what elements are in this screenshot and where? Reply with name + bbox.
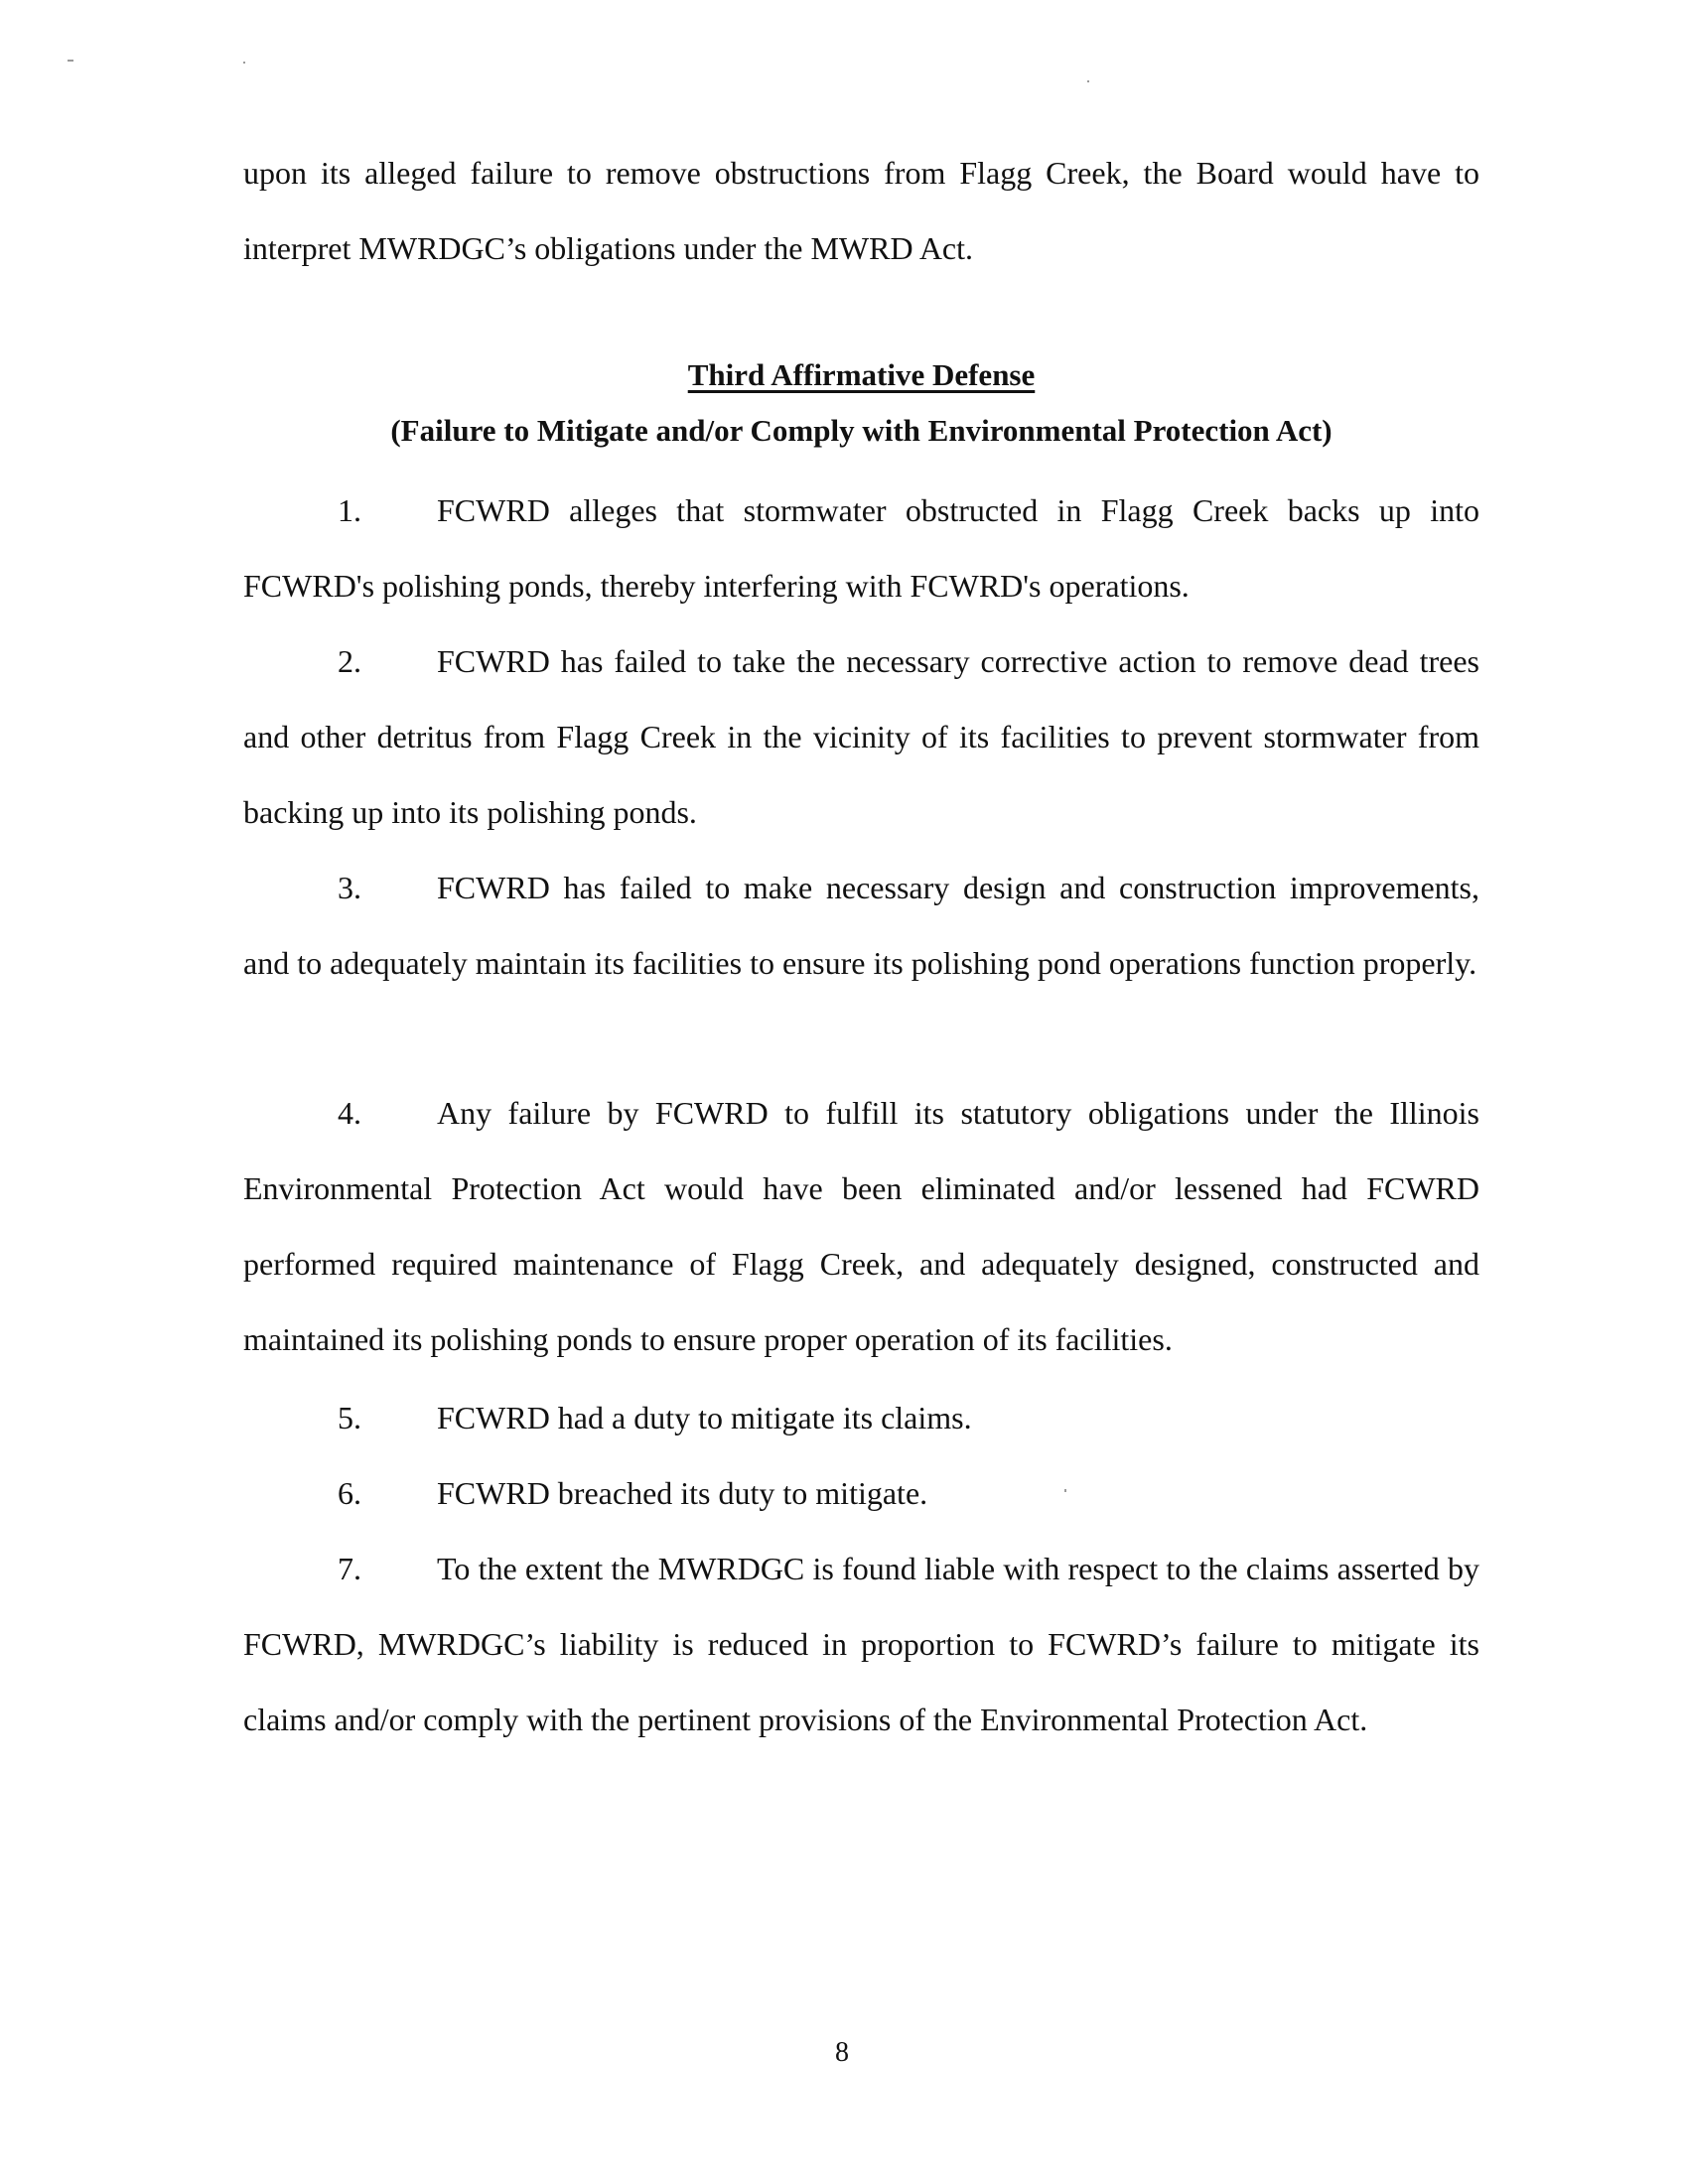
section-title: Third Affirmative Defense: [687, 357, 1036, 392]
numbered-paragraph: [243, 473, 1479, 623]
paragraph-number: 6.: [338, 1475, 361, 1511]
scan-speck: [68, 60, 73, 62]
paragraph-text: FCWRD alleges that stormwater obstructed in Flagg Creek backs up into FCWRD's polishing ponds, thereby interfering with FCWRD's operations.: [243, 492, 1479, 604]
paragraph-number: 3.: [338, 870, 361, 905]
numbered-paragraph: [243, 1455, 1479, 1531]
paragraph-text: Any failure by FCWRD to fulfill its statutory obligations under the Illinois Environmental Protection Act would have been eliminated and/or lessened had FCWRD performed required maintenance of Flagg Creek, and adequately designed, constructed and maintained its polishing ponds to ensure proper operation of its facilities.: [243, 1095, 1479, 1357]
intro-paragraph: upon its alleged failure to remove obstructions from Flagg Creek, the Board would have to interpret MWRDGC’s obligations under the MWRD Act.: [243, 155, 1479, 266]
numbered-paragraph: [243, 1380, 1479, 1455]
section-subtitle: (Failure to Mitigate and/or Comply with Environmental Protection Act): [390, 413, 1333, 448]
scan-speck: [1087, 80, 1089, 82]
paragraph-number: 2.: [338, 643, 361, 679]
paragraph-text: FCWRD had a duty to mitigate its claims.: [437, 1400, 972, 1435]
page-number: 8: [835, 2037, 849, 2068]
paragraph-text: FCWRD has failed to make necessary design and construction improvements, and to adequately maintain its facilities to ensure its polishing pond operations function properly.: [243, 870, 1479, 981]
numbered-paragraph: [243, 1531, 1479, 1757]
paragraph-number: 7.: [338, 1551, 361, 1586]
paragraph-number: 1.: [338, 492, 361, 528]
paragraph-number: 5.: [338, 1400, 361, 1435]
numbered-paragraph: [243, 623, 1479, 850]
numbered-paragraph: [243, 850, 1479, 1001]
numbered-paragraph: [243, 1075, 1479, 1377]
paragraph-text: To the extent the MWRDGC is found liable with respect to the claims asserted by FCWRD, MWRDGC’s liability is reduced in proportion to FCWRD’s failure to mitigate its claims and/or comply with the pertinent provisions of the Environmental Protection Act.: [243, 1551, 1479, 1737]
scan-speck: [243, 62, 245, 64]
paragraph-number: 4.: [338, 1095, 361, 1131]
paragraph-text: FCWRD breached its duty to mitigate.: [437, 1475, 928, 1511]
paragraph-text: FCWRD has failed to take the necessary corrective action to remove dead trees and other detritus from Flagg Creek in the vicinity of its facilities to prevent stormwater from backing up into its polishing ponds.: [243, 643, 1479, 830]
